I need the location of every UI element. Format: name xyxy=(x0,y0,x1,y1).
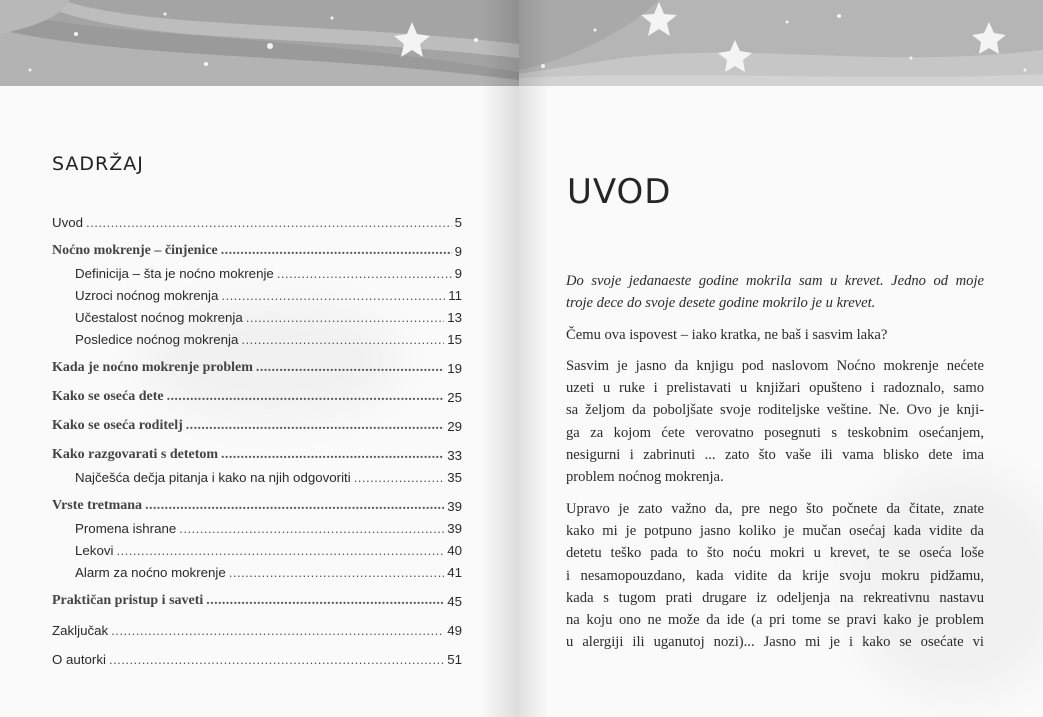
toc-entry-posledice[interactable]: Posledice noćnog mokrenja ..... 15 xyxy=(52,325,462,347)
starry-sky-illustration xyxy=(519,0,1043,86)
decorative-header-band xyxy=(519,0,1043,86)
starry-sky-illustration xyxy=(0,0,519,86)
toc-entry-najcesca-pitanja[interactable]: Najčešća dečja pitanja i kako na njih odgovoriti ..... 35 xyxy=(52,463,462,485)
toc-entry-kako-se-oseca-roditelj[interactable]: Kako se oseća roditelj ..... 29 xyxy=(52,412,462,434)
toc-entry-promena-ishrane[interactable]: Promena ishrane ..... 39 xyxy=(52,514,462,536)
toc-entry-kada-je-problem[interactable]: Kada je noćno mokrenje problem ..... 19 xyxy=(52,354,462,376)
page-gutter-shadow xyxy=(481,0,519,717)
toc-entry-uzroci[interactable]: Uzroci noćnog mokrenja ..... 11 xyxy=(52,281,462,303)
decorative-header-band xyxy=(0,0,519,86)
toc-entry-uvod[interactable]: Uvod ..... 5 xyxy=(52,208,462,230)
page-gutter-shadow xyxy=(519,0,549,717)
toc-entry-nocno-mokrenje-cinjenice[interactable]: Noćno mokrenje – činjenice ..... 9 xyxy=(52,237,462,259)
right-page xyxy=(519,0,1043,717)
toc-entry-definicija[interactable]: Definicija – šta je noćno mokrenje ..... 9 xyxy=(52,259,462,281)
toc-entry-prakticni-pristup[interactable]: Praktičan pristup i saveti ..... 45 xyxy=(52,587,462,609)
paragraph-intro: Do svoje jedanaeste godine mokrila sam u krevet. Jedno od moje troje dece do svoje desete godine mokrilo je u krevet. xyxy=(566,273,984,312)
table-of-contents xyxy=(52,208,462,667)
toc-entry-alarm[interactable]: Alarm za noćno mokrenje ..... 41 xyxy=(52,558,462,580)
chapter-body xyxy=(566,270,984,663)
toc-entry-kako-razgovarati[interactable]: Kako razgovarati s detetom ..... 33 xyxy=(52,441,462,463)
toc-entry-lekovi[interactable]: Lekovi ..... 40 xyxy=(52,536,462,558)
toc-entry-zakljucak[interactable]: Zaključak ..... 49 xyxy=(52,616,462,638)
paragraph: Sasvim je jasno da knjigu pod naslovom Noćno mokrenje nećete uzeti u ruke i prelistavati u knjižari opušteno i radoznalo, samo sa željom da poboljšate svoje roditeljske veštine. Ne. Ovo je knji- ga za kojom ćete verovatno posegnuti s teskobnim osećanjem, nesigurni i zabrinuti ... zato što vaše ili vama blisko dete ima problem noćnog mokrenja. xyxy=(566,357,984,486)
toc-heading: SADRŽAJ xyxy=(52,153,144,175)
paragraph: Upravo je zato važno da, pre nego što počnete da čitate, znate kako mi je potpuno jasno koliko je mučan osećaj kada vidite da detetu teško pada to što noću mokri u krevet, te se oseća loše i nesamopouzdano, kada vidite da krije svoju mokru pidžamu, kada s tugom prati drugare iz odeljenja na rekreativnu nastavu na koju ono ne može da ide (a pri tome se pravi kako je problem u alergiji ili uganutoj nozi)... Jasno mi je i kako se osećate vi xyxy=(566,500,984,651)
paragraph: Čemu ova ispovest – iako kratka, ne baš i sasvim laka? xyxy=(566,326,888,343)
toc-entry-ucestalost[interactable]: Učestalost noćnog mokrenja ..... 13 xyxy=(52,303,462,325)
toc-entry-kako-se-oseca-dete[interactable]: Kako se oseća dete ..... 25 xyxy=(52,383,462,405)
left-page xyxy=(0,0,519,717)
chapter-title: UVOD xyxy=(567,172,672,212)
toc-entry-vrste-tretmana[interactable]: Vrste tretmana ..... 39 xyxy=(52,492,462,514)
toc-entry-o-autorki[interactable]: O autorki ..... 51 xyxy=(52,645,462,667)
